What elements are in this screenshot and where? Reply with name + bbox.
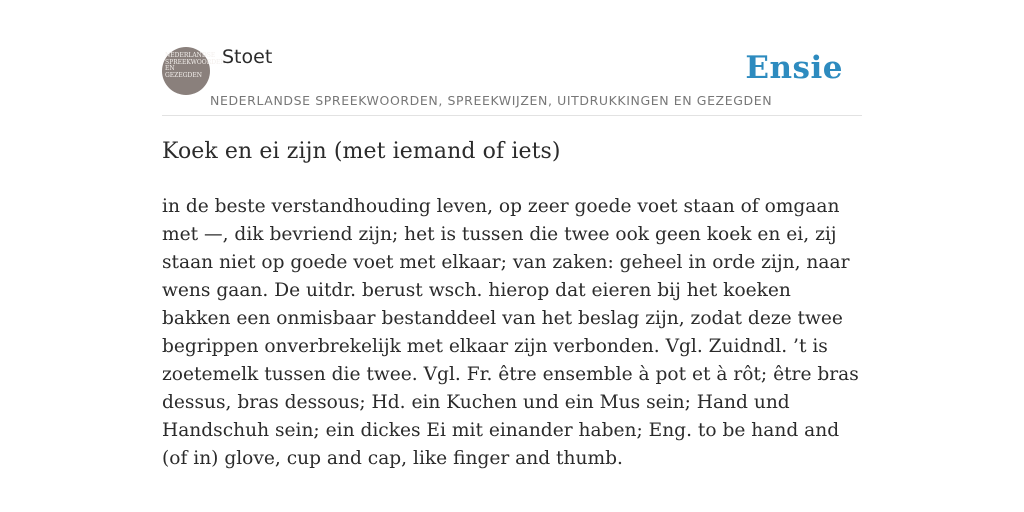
source-title[interactable]: NEDERLANDSE SPREEKWOORDEN, SPREEKWIJZEN, UITDRUKKINGEN EN GEZEGDEN (210, 93, 773, 108)
author-avatar[interactable] (162, 47, 226, 95)
avatar-text: NEDERLANDSE SPREEKWOORDEN EN GEZEGDEN (165, 52, 226, 79)
divider (162, 115, 862, 116)
author-name[interactable]: Stoet (222, 46, 273, 68)
entry-title: Koek en ei zijn (met iemand of iets) (162, 139, 561, 164)
entry-definition: in de beste verstandhouding leven, op zeer goede voet staan of omgaan met —, dik bevriend zijn; het is tussen die twee ook geen koek en ei, zij staan niet op goede voet met elkaar; van zaken: geheel in orde zijn, naar wens gaan. De uitdr. berust wsch. hierop dat eieren bij het koeken bakken een onmisbaar bestanddeel van het beslag zijn, zodat deze twee begrippen onverbrekelijk met elkaar zijn verbonden. Vgl. Zuidndl. ’t is zoetemelk tussen die twee. Vgl. Fr. être ensemble à pot et à rôt; être bras dessus, bras dessous; Hd. ein Kuchen und ein Mus sein; Hand und Handschuh sein; ein dickes Ei mit einander haben; Eng. to be hand and (of in) glove, cup and cap, like finger and thumb. (162, 196, 859, 469)
brand-logo[interactable]: Ensie (745, 50, 843, 86)
